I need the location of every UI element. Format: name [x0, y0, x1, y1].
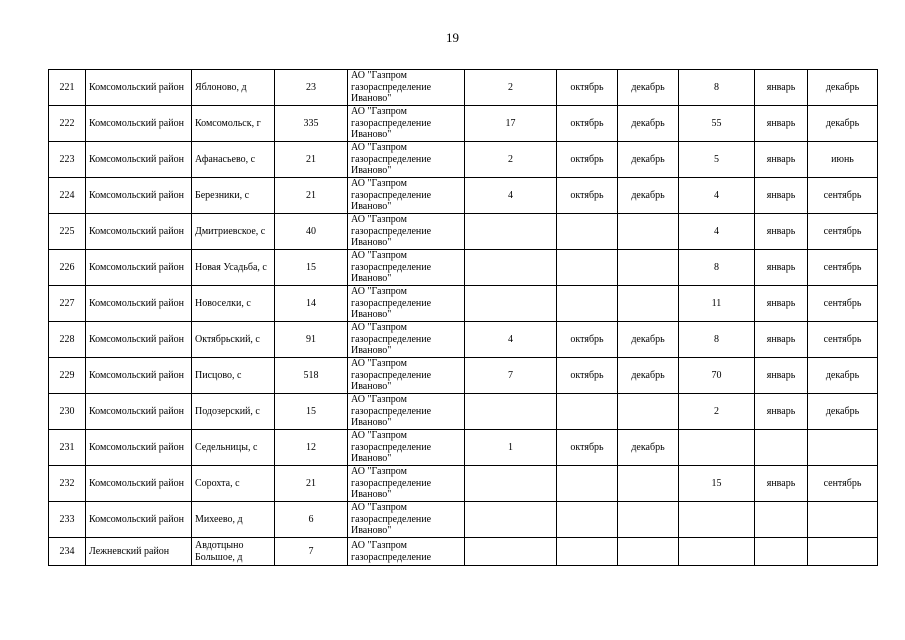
period-1-end-cell: декабрь	[618, 322, 679, 358]
period-1-end-cell	[618, 538, 679, 566]
count-cell: 14	[275, 286, 348, 322]
table-row	[49, 70, 878, 106]
period-1-end-cell: декабрь	[618, 70, 679, 106]
period-1-start-cell	[557, 466, 618, 502]
organization-cell: АО "Газпром газораспределение Иваново"	[348, 250, 465, 286]
table-row	[49, 286, 878, 322]
period-2-start-cell: январь	[755, 178, 808, 214]
organization-cell: АО "Газпром газораспределение Иваново"	[348, 214, 465, 250]
district-cell: Комсомольский район	[86, 358, 192, 394]
count-cell: 23	[275, 70, 348, 106]
organization-cell: АО "Газпром газораспределение Иваново"	[348, 178, 465, 214]
organization-cell: АО "Газпром газораспределение	[348, 538, 465, 566]
table-row	[49, 322, 878, 358]
period-2-start-cell: январь	[755, 214, 808, 250]
table-row	[49, 466, 878, 502]
district-cell: Комсомольский район	[86, 142, 192, 178]
value-1-cell: 2	[465, 142, 557, 178]
count-cell: 518	[275, 358, 348, 394]
count-cell: 21	[275, 142, 348, 178]
row-number: 229	[49, 358, 86, 394]
organization-cell: АО "Газпром газораспределение Иваново"	[348, 322, 465, 358]
settlement-cell: Авдотцыно Большое, д	[192, 538, 275, 566]
value-2-cell: 4	[679, 214, 755, 250]
value-1-cell	[465, 286, 557, 322]
settlement-cell: Новоселки, с	[192, 286, 275, 322]
organization-cell: АО "Газпром газораспределение Иваново"	[348, 106, 465, 142]
period-1-start-cell	[557, 250, 618, 286]
organization-cell: АО "Газпром газораспределение Иваново"	[348, 430, 465, 466]
settlement-cell: Комсомольск, г	[192, 106, 275, 142]
period-2-end-cell: июнь	[808, 142, 878, 178]
district-cell: Комсомольский район	[86, 70, 192, 106]
district-cell: Комсомольский район	[86, 250, 192, 286]
settlement-cell: Сорохта, с	[192, 466, 275, 502]
row-number: 227	[49, 286, 86, 322]
value-1-cell: 2	[465, 70, 557, 106]
organization-cell: АО "Газпром газораспределение Иваново"	[348, 394, 465, 430]
period-1-end-cell: декабрь	[618, 358, 679, 394]
period-2-end-cell	[808, 430, 878, 466]
period-2-start-cell: январь	[755, 322, 808, 358]
table-row	[49, 358, 878, 394]
district-cell: Комсомольский район	[86, 394, 192, 430]
period-2-start-cell: январь	[755, 250, 808, 286]
value-2-cell	[679, 538, 755, 566]
organization-cell: АО "Газпром газораспределение Иваново"	[348, 70, 465, 106]
table-row	[49, 142, 878, 178]
count-cell: 7	[275, 538, 348, 566]
period-2-end-cell: декабрь	[808, 358, 878, 394]
period-1-end-cell: декабрь	[618, 142, 679, 178]
period-2-start-cell: январь	[755, 286, 808, 322]
count-cell: 15	[275, 250, 348, 286]
district-cell: Комсомольский район	[86, 322, 192, 358]
count-cell: 15	[275, 394, 348, 430]
organization-cell: АО "Газпром газораспределение Иваново"	[348, 466, 465, 502]
district-cell: Комсомольский район	[86, 466, 192, 502]
period-1-start-cell	[557, 286, 618, 322]
settlement-cell: Писцово, с	[192, 358, 275, 394]
period-2-end-cell: сентябрь	[808, 250, 878, 286]
period-2-start-cell: январь	[755, 106, 808, 142]
district-cell: Комсомольский район	[86, 106, 192, 142]
organization-cell: АО "Газпром газораспределение Иваново"	[348, 286, 465, 322]
value-2-cell: 70	[679, 358, 755, 394]
row-number: 222	[49, 106, 86, 142]
value-2-cell: 5	[679, 142, 755, 178]
table-row	[49, 178, 878, 214]
settlement-cell: Михеево, д	[192, 502, 275, 538]
row-number: 234	[49, 538, 86, 566]
district-cell: Комсомольский район	[86, 286, 192, 322]
count-cell: 91	[275, 322, 348, 358]
value-2-cell: 4	[679, 178, 755, 214]
settlement-cell: Яблоново, д	[192, 70, 275, 106]
district-cell: Лежневский район	[86, 538, 192, 566]
period-1-start-cell	[557, 502, 618, 538]
count-cell: 21	[275, 178, 348, 214]
organization-cell: АО "Газпром газораспределение Иваново"	[348, 358, 465, 394]
table-row	[49, 430, 878, 466]
period-1-end-cell	[618, 502, 679, 538]
period-2-end-cell: сентябрь	[808, 286, 878, 322]
table-row	[49, 106, 878, 142]
value-1-cell: 4	[465, 322, 557, 358]
value-1-cell: 7	[465, 358, 557, 394]
period-1-end-cell: декабрь	[618, 106, 679, 142]
table-row	[49, 394, 878, 430]
period-2-end-cell: декабрь	[808, 394, 878, 430]
period-1-start-cell: октябрь	[557, 178, 618, 214]
settlement-cell: Афанасьево, с	[192, 142, 275, 178]
period-2-start-cell: январь	[755, 466, 808, 502]
period-1-end-cell	[618, 466, 679, 502]
period-2-start-cell: январь	[755, 70, 808, 106]
settlement-cell: Дмитриевское, с	[192, 214, 275, 250]
value-1-cell: 17	[465, 106, 557, 142]
settlement-cell: Новая Усадьба, с	[192, 250, 275, 286]
value-1-cell: 4	[465, 178, 557, 214]
value-2-cell: 11	[679, 286, 755, 322]
value-1-cell	[465, 250, 557, 286]
table-row	[49, 538, 878, 566]
period-2-end-cell: сентябрь	[808, 466, 878, 502]
value-2-cell	[679, 502, 755, 538]
value-2-cell: 8	[679, 70, 755, 106]
value-1-cell	[465, 466, 557, 502]
period-2-end-cell: сентябрь	[808, 178, 878, 214]
period-1-end-cell	[618, 250, 679, 286]
row-number: 223	[49, 142, 86, 178]
row-number: 233	[49, 502, 86, 538]
row-number: 231	[49, 430, 86, 466]
value-2-cell: 8	[679, 250, 755, 286]
row-number: 224	[49, 178, 86, 214]
organization-cell: АО "Газпром газораспределение Иваново"	[348, 502, 465, 538]
table-row	[49, 250, 878, 286]
period-1-start-cell: октябрь	[557, 70, 618, 106]
table-row	[49, 502, 878, 538]
period-2-start-cell	[755, 538, 808, 566]
value-1-cell	[465, 214, 557, 250]
period-2-start-cell: январь	[755, 358, 808, 394]
period-1-end-cell: декабрь	[618, 430, 679, 466]
count-cell: 6	[275, 502, 348, 538]
value-2-cell: 55	[679, 106, 755, 142]
value-2-cell	[679, 430, 755, 466]
period-1-start-cell: октябрь	[557, 322, 618, 358]
row-number: 228	[49, 322, 86, 358]
period-1-start-cell: октябрь	[557, 358, 618, 394]
period-2-end-cell: декабрь	[808, 106, 878, 142]
count-cell: 12	[275, 430, 348, 466]
period-2-end-cell: декабрь	[808, 70, 878, 106]
count-cell: 21	[275, 466, 348, 502]
period-2-start-cell	[755, 430, 808, 466]
period-1-start-cell: октябрь	[557, 106, 618, 142]
count-cell: 335	[275, 106, 348, 142]
value-2-cell: 8	[679, 322, 755, 358]
period-1-start-cell	[557, 394, 618, 430]
period-2-end-cell: сентябрь	[808, 322, 878, 358]
value-1-cell	[465, 538, 557, 566]
district-cell: Комсомольский район	[86, 430, 192, 466]
period-1-start-cell: октябрь	[557, 142, 618, 178]
period-1-start-cell: октябрь	[557, 430, 618, 466]
period-2-start-cell: январь	[755, 394, 808, 430]
organization-cell: АО "Газпром газораспределение Иваново"	[348, 142, 465, 178]
row-number: 226	[49, 250, 86, 286]
period-2-start-cell	[755, 502, 808, 538]
period-1-start-cell	[557, 214, 618, 250]
count-cell: 40	[275, 214, 348, 250]
district-cell: Комсомольский район	[86, 502, 192, 538]
value-2-cell: 2	[679, 394, 755, 430]
district-cell: Комсомольский район	[86, 214, 192, 250]
period-1-end-cell	[618, 286, 679, 322]
settlement-cell: Подозерский, с	[192, 394, 275, 430]
settlement-cell: Октябрьский, с	[192, 322, 275, 358]
value-1-cell: 1	[465, 430, 557, 466]
period-1-end-cell	[618, 394, 679, 430]
period-2-end-cell	[808, 502, 878, 538]
row-number: 221	[49, 70, 86, 106]
page-number: 19	[446, 30, 459, 45]
value-1-cell	[465, 394, 557, 430]
period-1-end-cell	[618, 214, 679, 250]
settlement-cell: Седельницы, с	[192, 430, 275, 466]
period-1-start-cell	[557, 538, 618, 566]
gasification-schedule-table	[48, 69, 878, 566]
value-1-cell	[465, 502, 557, 538]
period-2-end-cell: сентябрь	[808, 214, 878, 250]
table-row	[49, 214, 878, 250]
row-number: 230	[49, 394, 86, 430]
settlement-cell: Березники, с	[192, 178, 275, 214]
row-number: 225	[49, 214, 86, 250]
period-2-start-cell: январь	[755, 142, 808, 178]
row-number: 232	[49, 466, 86, 502]
period-1-end-cell: декабрь	[618, 178, 679, 214]
period-2-end-cell	[808, 538, 878, 566]
value-2-cell: 15	[679, 466, 755, 502]
district-cell: Комсомольский район	[86, 178, 192, 214]
